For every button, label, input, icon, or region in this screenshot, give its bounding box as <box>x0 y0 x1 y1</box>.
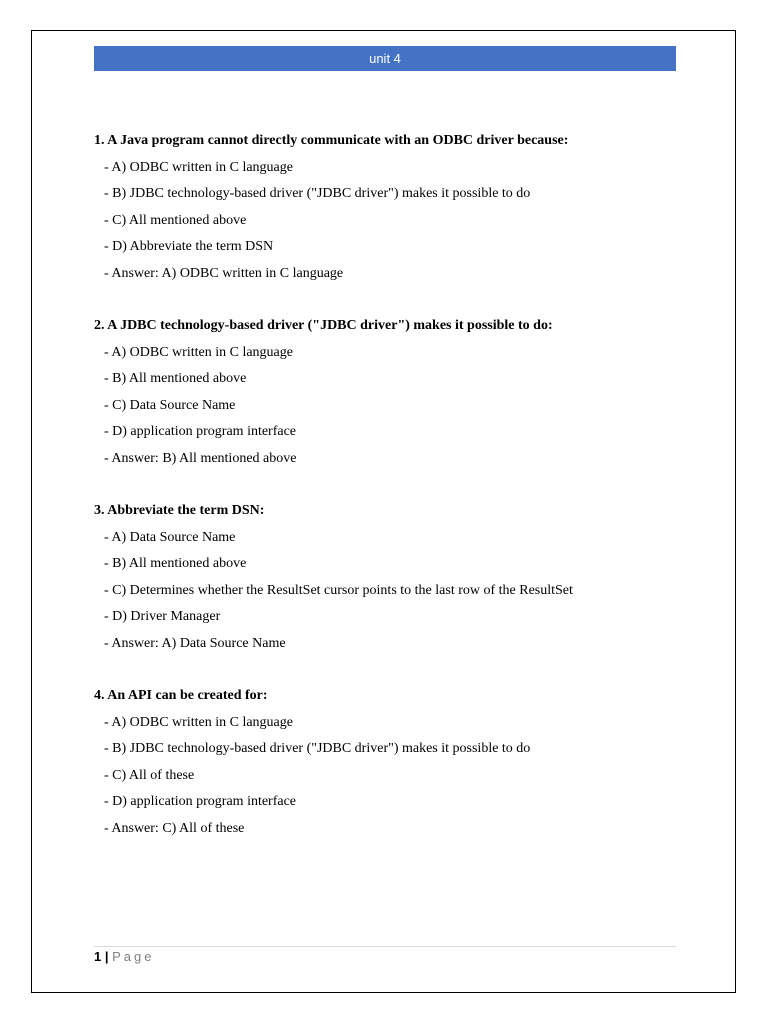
option-a: - A) ODBC written in C language <box>104 714 293 730</box>
document-page <box>31 30 736 993</box>
option-b: - B) All mentioned above <box>104 556 247 571</box>
footer-separator: | <box>104 949 109 964</box>
option-d: - D) application program interface <box>104 424 297 439</box>
question-title: 2. A JDBC technology-based driver ("JDBC driver") makes it possible to do: <box>94 318 553 333</box>
answer: - Answer: C) All of these <box>104 820 245 836</box>
question-title: 3. Abbreviate the term DSN: <box>94 503 265 518</box>
option-c: - C) Data Source Name <box>104 397 236 413</box>
option-c: - C) All mentioned above <box>104 212 247 228</box>
answer: - Answer: B) All mentioned above <box>104 450 297 466</box>
question-list <box>94 128 694 868</box>
question-3 <box>94 498 694 657</box>
option-b: - B) JDBC technology-based driver ("JDBC driver") makes it possible to do <box>104 741 531 756</box>
option-c: - C) Determines whether the ResultSet cursor points to the last row of the ResultSet <box>104 582 573 598</box>
page-footer <box>94 949 155 964</box>
question-title: 4. An API can be created for: <box>94 688 268 703</box>
footer-divider <box>94 946 676 947</box>
option-b: - B) All mentioned above <box>104 371 247 386</box>
question-1 <box>94 128 694 287</box>
option-b: - B) JDBC technology-based driver ("JDBC driver") makes it possible to do <box>104 186 531 201</box>
answer: - Answer: A) Data Source Name <box>104 635 286 651</box>
question-title: 1. A Java program cannot directly communicate with an ODBC driver because: <box>94 133 569 148</box>
option-d: - D) Driver Manager <box>104 609 221 624</box>
option-a: - A) ODBC written in C language <box>104 159 293 175</box>
page-label: Page <box>112 949 155 964</box>
option-a: - A) ODBC written in C language <box>104 344 293 360</box>
answer: - Answer: A) ODBC written in C language <box>104 265 344 281</box>
option-d: - D) Abbreviate the term DSN <box>104 239 274 254</box>
option-c: - C) All of these <box>104 767 195 783</box>
page-number: 1 <box>94 949 102 964</box>
question-4 <box>94 683 694 842</box>
option-a: - A) Data Source Name <box>104 529 236 545</box>
option-d: - D) application program interface <box>104 794 297 809</box>
question-2 <box>94 313 694 472</box>
page-header: unit 4 <box>94 46 676 71</box>
